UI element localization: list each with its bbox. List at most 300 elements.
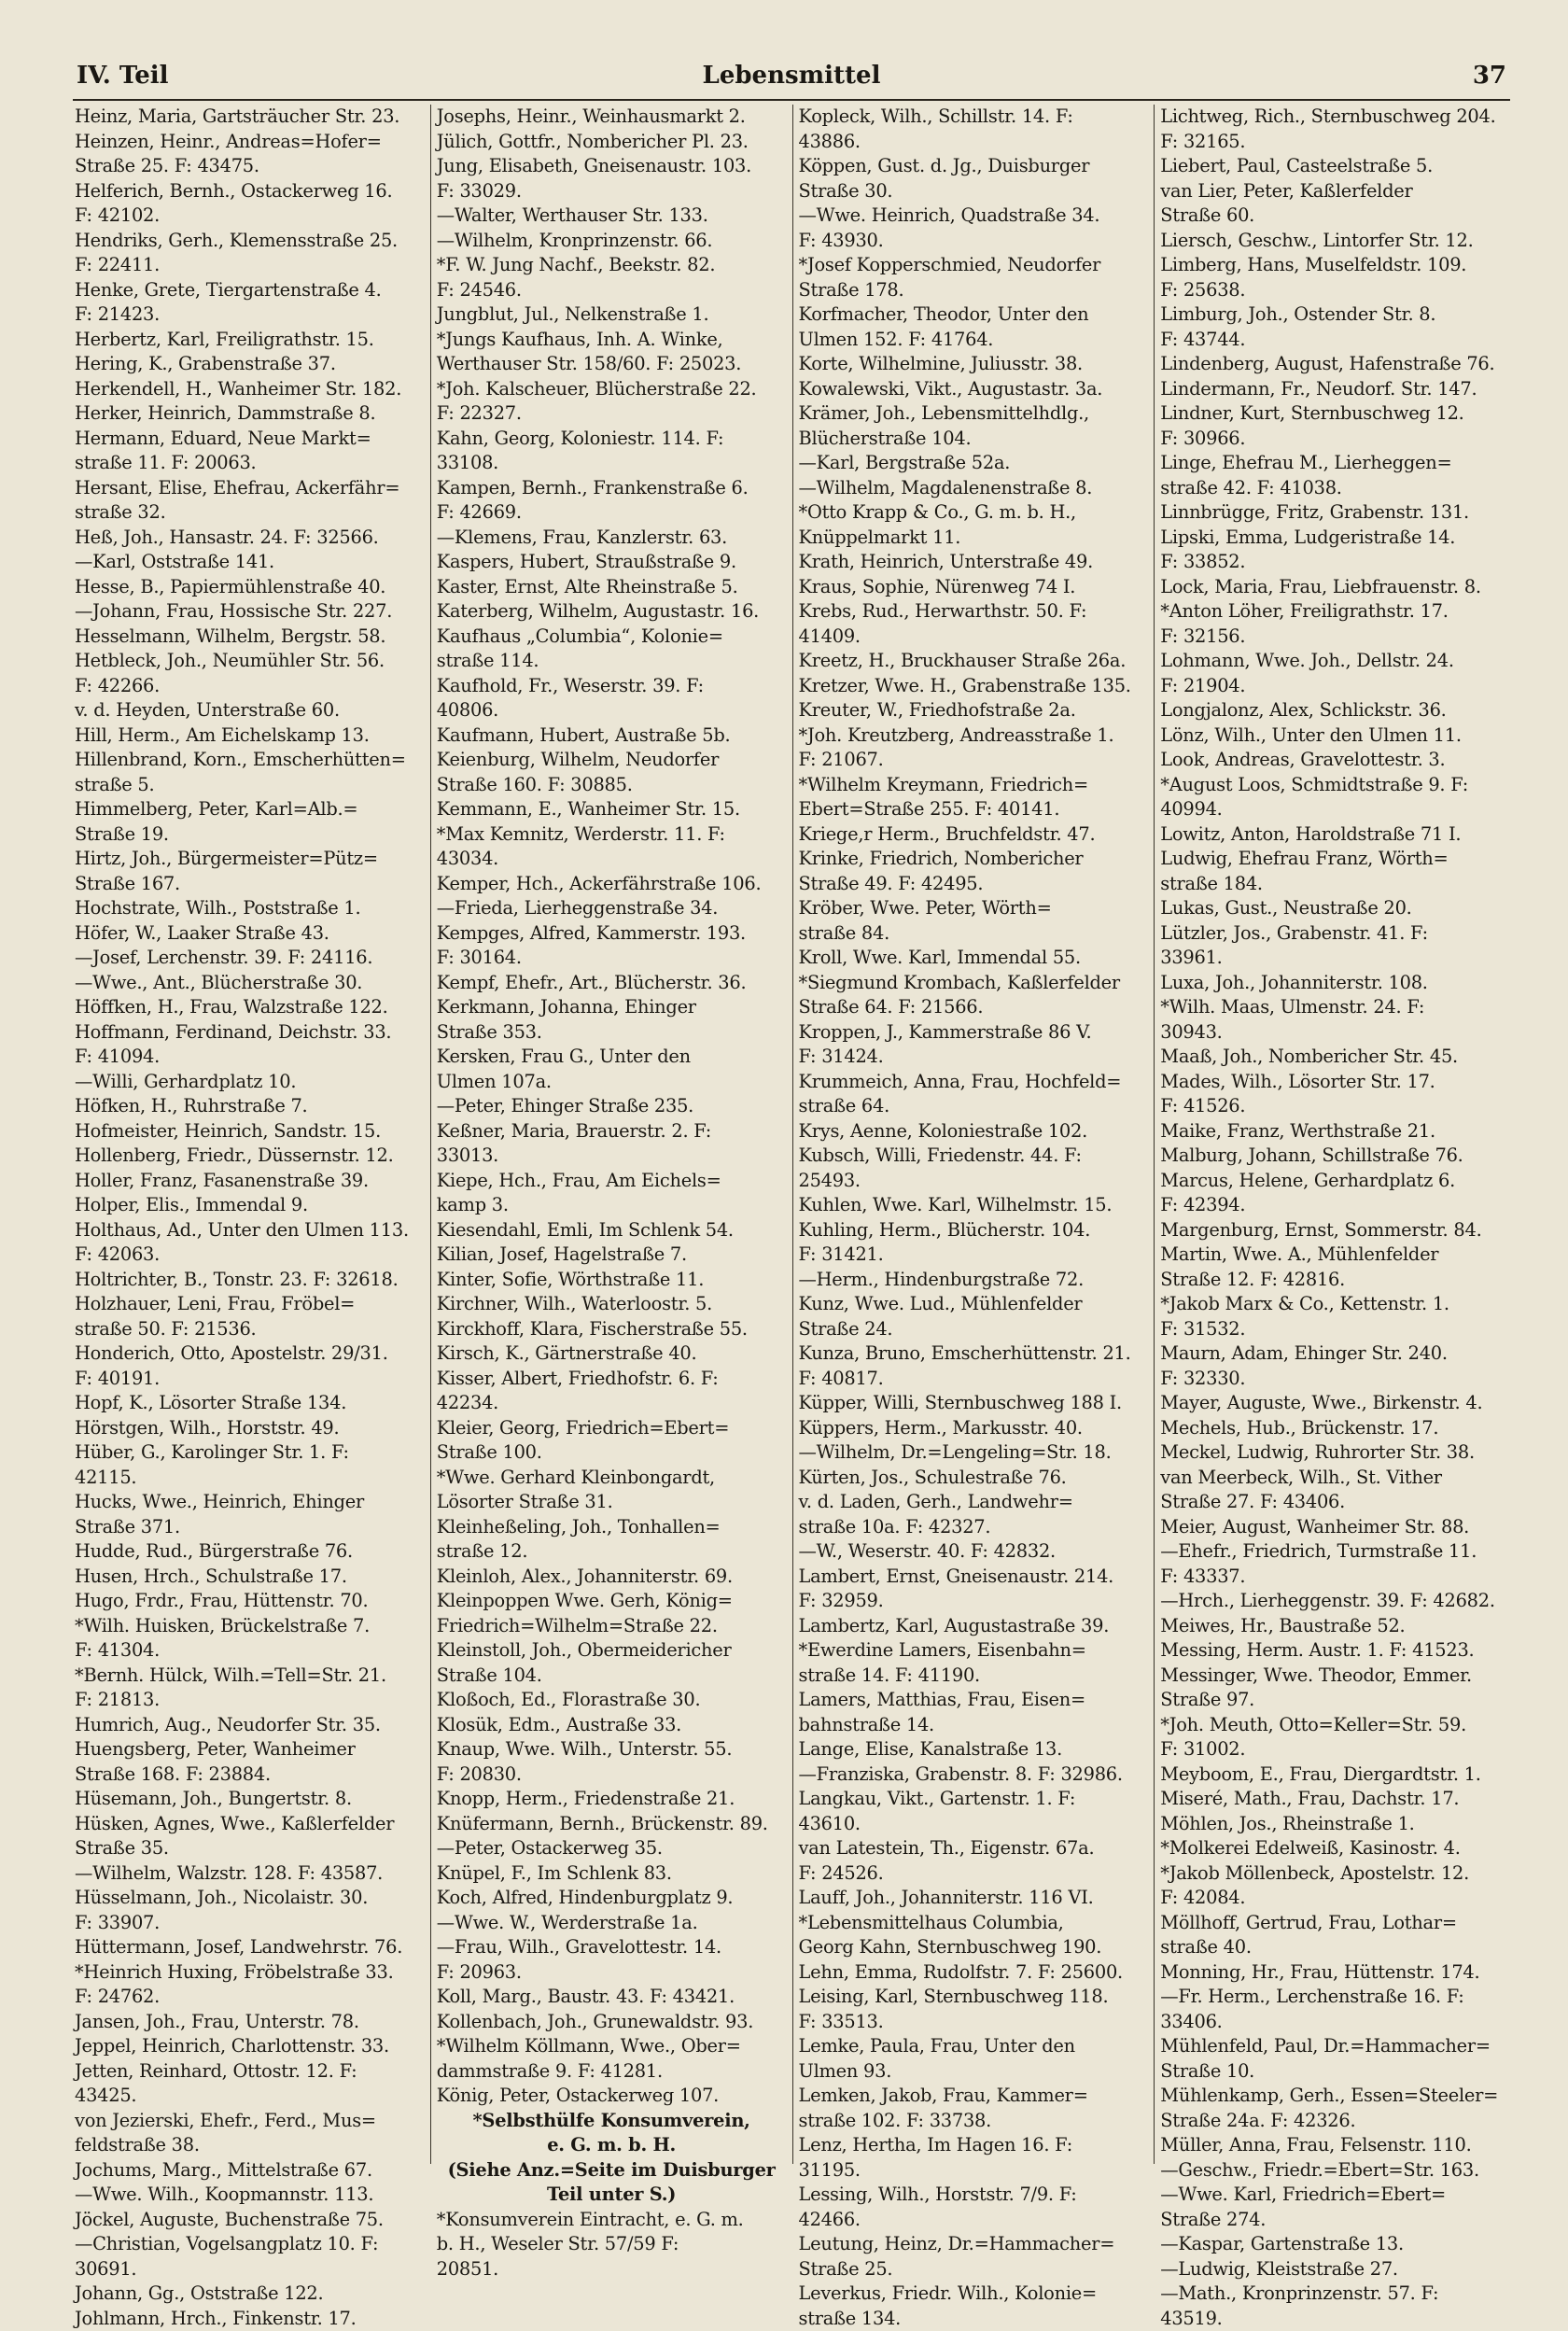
directory-entry-line: *Heinrich Huxing, Fröbelstraße 33.	[75, 1960, 425, 1986]
directory-entry-line: Lindermann, Fr., Neudorf. Str. 147.	[1160, 377, 1510, 402]
directory-entry-line: Hochstrate, Wilh., Poststraße 1.	[75, 896, 425, 921]
directory-entry-line: straße 64.	[799, 1094, 1149, 1119]
directory-entry-line: Krys, Aenne, Koloniestraße 102.	[799, 1119, 1149, 1144]
directory-entry-line: Malburg, Johann, Schillstraße 76.	[1160, 1144, 1510, 1169]
directory-entry-line: F: 41304.	[75, 1638, 425, 1664]
directory-column-2	[430, 105, 792, 2164]
directory-entry-line: Hörstgen, Wilh., Horststr. 49.	[75, 1416, 425, 1441]
directory-entry-line: Küpper, Willi, Sternbuschweg 188 I.	[799, 1391, 1149, 1416]
directory-entry-line: F: 33029.	[437, 179, 787, 204]
directory-entry-line: Longjalonz, Alex, Schlickstr. 36.	[1160, 698, 1510, 723]
directory-entry-line: Straße 12. F: 42816.	[1160, 1268, 1510, 1293]
directory-entry-line: Kiesendahl, Emli, Im Schlenk 54.	[437, 1218, 787, 1243]
directory-entry-line: Hoffmann, Ferdinand, Deichstr. 33.	[75, 1020, 425, 1046]
directory-entry-line: straße 11. F: 20063.	[75, 451, 425, 476]
directory-entry-line: Mayer, Auguste, Wwe., Birkenstr. 4.	[1160, 1391, 1510, 1416]
directory-entry-line: F: 21423.	[75, 302, 425, 328]
directory-entry-line: —Wwe., Ant., Blücherstraße 30.	[75, 971, 425, 996]
directory-entry-line: Kretzer, Wwe. H., Grabenstraße 135.	[799, 674, 1149, 699]
directory-entry-line: Honderich, Otto, Apostelstr. 29/31.	[75, 1341, 425, 1367]
directory-entry-line: Holthaus, Ad., Unter den Ulmen 113.	[75, 1218, 425, 1243]
directory-entry-line: Hüttermann, Josef, Landwehrstr. 76.	[75, 1935, 425, 1960]
directory-entry-line: Straße 64. F: 21566.	[799, 995, 1149, 1020]
directory-entry-line: —W., Weserstr. 40. F: 42832.	[799, 1539, 1149, 1565]
directory-entry-line: Lindenberg, August, Hafenstraße 76.	[1160, 352, 1510, 377]
directory-entry-line: Straße 35.	[75, 1836, 425, 1861]
directory-entry-line: Straße 25.	[799, 2257, 1149, 2282]
directory-entry-line: Herbertz, Karl, Freiligrathstr. 15.	[75, 328, 425, 353]
directory-entry-line: F: 42669.	[437, 500, 787, 526]
directory-entry-line: 41409.	[799, 625, 1149, 650]
directory-entry-line: Krämer, Joh., Lebensmittelhdlg.,	[799, 401, 1149, 427]
directory-entry-line: Höfken, H., Ruhrstraße 7.	[75, 1094, 425, 1119]
directory-entry-line: Lipski, Emma, Ludgeristraße 14.	[1160, 526, 1510, 551]
directory-entry-line: Jansen, Joh., Frau, Unterstr. 78.	[75, 2010, 425, 2035]
directory-entry-line: Kemper, Hch., Ackerfährstraße 106.	[437, 872, 787, 897]
directory-entry-line: Jeppel, Heinrich, Charlottenstr. 33.	[75, 2034, 425, 2059]
directory-entry-line: F: 33513.	[799, 2010, 1149, 2035]
directory-entry-line: Hofmeister, Heinrich, Sandstr. 15.	[75, 1119, 425, 1144]
directory-entry-line: Hudde, Rud., Bürgerstraße 76.	[75, 1539, 425, 1565]
directory-entry-line: Hering, K., Grabenstraße 37.	[75, 352, 425, 377]
directory-entry-line: —Wwe. Wilh., Koopmannstr. 113.	[75, 2183, 425, 2208]
directory-entry-line: Friedrich=Wilhelm=Straße 22.	[437, 1614, 787, 1639]
directory-entry-line: Straße 30.	[799, 179, 1149, 204]
directory-entry-line: Kaufhaus „Columbia“, Kolonie=	[437, 625, 787, 650]
directory-entry-line: *F. W. Jung Nachf., Beekstr. 82.	[437, 253, 787, 278]
directory-entry-line: Meiwes, Hr., Baustraße 52.	[1160, 1614, 1510, 1639]
directory-entry-line: Hetbleck, Joh., Neumühler Str. 56.	[75, 649, 425, 674]
directory-entry-line: —Hrch., Lierheggenstr. 39. F: 42682.	[1160, 1589, 1510, 1614]
directory-entry-line: Klosük, Edm., Austraße 33.	[437, 1713, 787, 1738]
directory-entry-line: Möhlen, Jos., Rheinstraße 1.	[1160, 1812, 1510, 1837]
directory-entry-line: —Wwe. W., Werderstraße 1a.	[437, 1911, 787, 1936]
directory-entry-line: Look, Andreas, Gravelottestr. 3.	[1160, 748, 1510, 773]
directory-entry-line: Straße 100.	[437, 1440, 787, 1466]
directory-entry-line: Straße 160. F: 30885.	[437, 773, 787, 798]
directory-entry-line: *Wilh. Huisken, Brückelstraße 7.	[75, 1614, 425, 1639]
directory-entry-line: *Joh. Kalscheuer, Blücherstraße 22.	[437, 377, 787, 402]
directory-entry-line: Holzhauer, Leni, Frau, Fröbel=	[75, 1292, 425, 1317]
directory-entry-line: Straße 178.	[799, 278, 1149, 303]
page-header	[73, 58, 1510, 101]
directory-entry-line: Lambert, Ernst, Gneisenaustr. 214.	[799, 1565, 1149, 1590]
directory-entry-line: Straße 24a. F: 42326.	[1160, 2109, 1510, 2134]
directory-entry-line: Blücherstraße 104.	[799, 427, 1149, 452]
directory-entry-line: Lessing, Wilh., Horststr. 7/9. F:	[799, 2183, 1149, 2208]
directory-entry-line: straße 114.	[437, 649, 787, 674]
directory-entry-line: Holler, Franz, Fasanenstraße 39.	[75, 1169, 425, 1194]
directory-entry-line: F: 21813.	[75, 1688, 425, 1713]
directory-entry-line: Kleier, Georg, Friedrich=Ebert=	[437, 1416, 787, 1441]
directory-entry-line: Hillenbrand, Korn., Emscherhütten=	[75, 748, 425, 773]
directory-entry-line: *Anton Löher, Freiligrathstr. 17.	[1160, 599, 1510, 625]
directory-entry-line: Kunz, Wwe. Lud., Mühlenfelder	[799, 1292, 1149, 1317]
directory-entry-line: Miseré, Math., Frau, Dachstr. 17.	[1160, 1787, 1510, 1812]
directory-entry-line: F: 20963.	[437, 1960, 787, 1986]
directory-entry-line: —Willi, Gerhardplatz 10.	[75, 1070, 425, 1095]
directory-entry-line: Leverkus, Friedr. Wilh., Kolonie=	[799, 2282, 1149, 2307]
directory-entry-line: —Ludwig, Kleiststraße 27.	[1160, 2257, 1510, 2282]
directory-entry-line: —Wilhelm, Dr.=Lengeling=Str. 18.	[799, 1440, 1149, 1466]
directory-entry-line: F: 24546.	[437, 278, 787, 303]
directory-entry-line: —Kaspar, Gartenstraße 13.	[1160, 2232, 1510, 2257]
directory-entry-line: F: 43930.	[799, 229, 1149, 254]
directory-entry-line: Hüsken, Agnes, Wwe., Kaßlerfelder	[75, 1812, 425, 1837]
directory-entry-line: Lock, Maria, Frau, Liebfrauenstr. 8.	[1160, 575, 1510, 600]
directory-entry-line: Hopf, K., Lösorter Straße 134.	[75, 1391, 425, 1416]
directory-entry-line: Heinzen, Heinr., Andreas=Hofer=	[75, 130, 425, 155]
directory-entry-line: —Klemens, Frau, Kanzlerstr. 63.	[437, 526, 787, 551]
directory-entry-line: —Herm., Hindenburgstraße 72.	[799, 1268, 1149, 1293]
directory-entry-line: Kiepe, Hch., Frau, Am Eichels=	[437, 1169, 787, 1194]
directory-entry-line: Kreuter, W., Friedhofstraße 2a.	[799, 698, 1149, 723]
directory-entry-line: Kubsch, Willi, Friedenstr. 44. F:	[799, 1144, 1149, 1169]
directory-entry-line: Straße 168. F: 23884.	[75, 1762, 425, 1788]
directory-entry-line: Margenburg, Ernst, Sommerstr. 84.	[1160, 1218, 1510, 1243]
directory-entry-line: Messinger, Wwe. Theodor, Emmer.	[1160, 1664, 1510, 1689]
directory-entry-line: *Wilhelm Kreymann, Friedrich=	[799, 773, 1149, 798]
directory-entry-line: Lukas, Gust., Neustraße 20.	[1160, 896, 1510, 921]
directory-entry-line: Kriege,r Herm., Bruchfeldstr. 47.	[799, 822, 1149, 848]
directory-entry-line: Heß, Joh., Hansastr. 24. F: 32566.	[75, 526, 425, 551]
directory-entry-line: 43519.	[1160, 2307, 1510, 2331]
directory-entry-line: Jungblut, Jul., Nelkenstraße 1.	[437, 302, 787, 328]
directory-entry-line: Straße 19.	[75, 822, 425, 848]
directory-entry-line: Kreetz, H., Bruckhauser Straße 26a.	[799, 649, 1149, 674]
directory-entry-line: Straße 104.	[437, 1664, 787, 1689]
directory-column-3	[792, 105, 1155, 2164]
directory-entry-line: *Konsumverein Eintracht, e. G. m.	[437, 2208, 787, 2233]
directory-entry-line: F: 20830.	[437, 1762, 787, 1788]
directory-entry-line: Höfer, W., Laaker Straße 43.	[75, 921, 425, 947]
directory-entry-line: Krinke, Friedrich, Nombericher	[799, 847, 1149, 872]
directory-entry-line: Hermann, Eduard, Neue Markt=	[75, 427, 425, 452]
directory-entry-line: —Franziska, Grabenstr. 8. F: 32986.	[799, 1762, 1149, 1788]
directory-entry-line: straße 50. F: 21536.	[75, 1317, 425, 1342]
directory-entry-line: 43425.	[75, 2084, 425, 2109]
directory-entry-line: Katerberg, Wilhelm, Augustastr. 16.	[437, 599, 787, 625]
directory-entry-line: Leising, Karl, Sternbuschweg 118.	[799, 1985, 1149, 2010]
directory-entry-line: Marcus, Helene, Gerhardplatz 6.	[1160, 1169, 1510, 1194]
directory-entry-line: Mechels, Hub., Brückenstr. 17.	[1160, 1416, 1510, 1441]
directory-entry-line: Langkau, Vikt., Gartenstr. 1. F:	[799, 1787, 1149, 1812]
directory-entry-line: Kemmann, E., Wanheimer Str. 15.	[437, 797, 787, 822]
directory-entry-line: Kersken, Frau G., Unter den	[437, 1045, 787, 1070]
directory-entry-line: Koll, Marg., Baustr. 43. F: 43421.	[437, 1985, 787, 2010]
directory-entry-line: —Frieda, Lierheggenstraße 34.	[437, 896, 787, 921]
directory-column-1	[69, 105, 430, 2164]
directory-entry-line: Krath, Heinrich, Unterstraße 49.	[799, 550, 1149, 575]
directory-entry-line: Straße 60.	[1160, 204, 1510, 229]
directory-entry-line: Knüfermann, Bernh., Brückenstr. 89.	[437, 1812, 787, 1837]
directory-entry-line: —Wilhelm, Kronprinzenstr. 66.	[437, 229, 787, 254]
directory-entry-line: Jöckel, Auguste, Buchenstraße 75.	[75, 2208, 425, 2233]
directory-entry-line: *Ewerdine Lamers, Eisenbahn=	[799, 1638, 1149, 1664]
directory-entry-line: 43610.	[799, 1812, 1149, 1837]
directory-entry-line: Hirtz, Joh., Bürgermeister=Pütz=	[75, 847, 425, 872]
directory-entry-line: Humrich, Aug., Neudorfer Str. 35.	[75, 1713, 425, 1738]
directory-entry-line: straße 40.	[1160, 1935, 1510, 1960]
directory-entry-line: Kleinstoll, Joh., Obermeidericher	[437, 1638, 787, 1664]
directory-entry-line: Kowalewski, Vikt., Augustastr. 3a.	[799, 377, 1149, 402]
directory-entry-line: 43886.	[799, 130, 1149, 155]
directory-entry-line: 33013.	[437, 1144, 787, 1169]
directory-entry-line: Küppers, Herm., Markusstr. 40.	[799, 1416, 1149, 1441]
directory-entry-line: Herkendell, H., Wanheimer Str. 182.	[75, 377, 425, 402]
directory-entry-line: —Josef, Lerchenstr. 39. F: 24116.	[75, 946, 425, 971]
directory-entry-line: —Math., Kronprinzenstr. 57. F:	[1160, 2282, 1510, 2307]
directory-entry-line: Husen, Hrch., Schulstraße 17.	[75, 1565, 425, 1590]
directory-entry-line: F: 40191.	[75, 1367, 425, 1392]
directory-entry-line: F: 30164.	[437, 946, 787, 971]
directory-entry-line: Mühlenkamp, Gerh., Essen=Steeler=	[1160, 2084, 1510, 2109]
directory-entry-line: F: 21904.	[1160, 674, 1510, 699]
directory-entry-line: Straße 24.	[799, 1317, 1149, 1342]
directory-entry-line: Georg Kahn, Sternbuschweg 190.	[799, 1935, 1149, 1960]
directory-entry-line: Heinz, Maria, Gartsträucher Str. 23.	[75, 105, 425, 130]
directory-entry-line: Henke, Grete, Tiergartenstraße 4.	[75, 278, 425, 303]
directory-entry-line: Jung, Elisabeth, Gneisenaustr. 103.	[437, 154, 787, 179]
directory-entry-line: *Joh. Kreutzberg, Andreasstraße 1.	[799, 723, 1149, 749]
directory-entry-line: F: 22411.	[75, 253, 425, 278]
directory-entry-line: F: 31532.	[1160, 1317, 1510, 1342]
directory-entry-line: 42466.	[799, 2208, 1149, 2233]
directory-entry-line: 31195.	[799, 2158, 1149, 2184]
directory-entry-line: F: 32959.	[799, 1589, 1149, 1614]
directory-entry-line: *Jakob Marx & Co., Kettenstr. 1.	[1160, 1292, 1510, 1317]
directory-entry-line: Straße 49. F: 42495.	[799, 872, 1149, 897]
directory-entry-line: Jülich, Gottfr., Nombericher Pl. 23.	[437, 130, 787, 155]
directory-entry-line: F: 41094.	[75, 1045, 425, 1070]
directory-entry-line: Kaspers, Hubert, Straußstraße 9.	[437, 550, 787, 575]
directory-entry-line: von Jezierski, Ehefr., Ferd., Mus=	[75, 2109, 425, 2134]
directory-entry-line: Himmelberg, Peter, Karl=Alb.=	[75, 797, 425, 822]
directory-entry-line: straße 84.	[799, 921, 1149, 947]
directory-entry-line: Kloßoch, Ed., Florastraße 30.	[437, 1688, 787, 1713]
directory-entry-line: Lemke, Paula, Frau, Unter den	[799, 2034, 1149, 2059]
directory-entry-line: Kirchner, Wilh., Waterloostr. 5.	[437, 1292, 787, 1317]
directory-entry-line: F: 43337.	[1160, 1565, 1510, 1590]
directory-entry-line: König, Peter, Ostackerweg 107.	[437, 2084, 787, 2109]
directory-entry-line: Lohmann, Wwe. Joh., Dellstr. 24.	[1160, 649, 1510, 674]
directory-entry-line: Kisser, Albert, Friedhofstr. 6. F:	[437, 1367, 787, 1392]
directory-entry-line: Kinter, Sofie, Wörthstraße 11.	[437, 1268, 787, 1293]
directory-entry-line: F: 43744.	[1160, 328, 1510, 353]
directory-entry-line: *Max Kemnitz, Werderstr. 11. F:	[437, 822, 787, 848]
directory-entry-line: *Wwe. Gerhard Kleinbongardt,	[437, 1466, 787, 1491]
directory-entry-line: straße 42. F: 41038.	[1160, 476, 1510, 501]
directory-entry-line: Lauff, Joh., Johanniterstr. 116 VI.	[799, 1886, 1149, 1911]
directory-entry-line: 43034.	[437, 847, 787, 872]
directory-entry-line: Kürten, Jos., Schulestraße 76.	[799, 1466, 1149, 1491]
section-label: IV. Teil	[77, 62, 169, 90]
directory-entry-line: Krebs, Rud., Herwarthstr. 50. F:	[799, 599, 1149, 625]
directory-entry-line: Messing, Herm. Austr. 1. F: 41523.	[1160, 1638, 1510, 1664]
directory-entry-line: —Wwe. Karl, Friedrich=Ebert=	[1160, 2183, 1510, 2208]
directory-entry-line: —Ehefr., Friedrich, Turmstraße 11.	[1160, 1539, 1510, 1565]
directory-entry-line: straße 184.	[1160, 872, 1510, 897]
directory-entry-line: Lemken, Jakob, Frau, Kammer=	[799, 2084, 1149, 2109]
directory-entry-line: Lehn, Emma, Rudolfstr. 7. F: 25600.	[799, 1960, 1149, 1986]
directory-entry-line: (Siehe Anz.=Seite im Duisburger	[437, 2158, 787, 2184]
directory-entry-line: Teil unter S.)	[437, 2183, 787, 2208]
directory-entry-line: F: 42084.	[1160, 1886, 1510, 1911]
directory-entry-line: Keßner, Maria, Brauerstr. 2. F:	[437, 1119, 787, 1144]
directory-entry-line: Mades, Wilh., Lösorter Str. 17.	[1160, 1070, 1510, 1095]
directory-entry-line: *Wilhelm Köllmann, Wwe., Ober=	[437, 2034, 787, 2059]
directory-entry-line: straße 5.	[75, 773, 425, 798]
directory-entry-line: Werthauser Str. 158/60. F: 25023.	[437, 352, 787, 377]
directory-entry-line: Kroll, Wwe. Karl, Immendal 55.	[799, 946, 1149, 971]
directory-entry-line: Straße 97.	[1160, 1688, 1510, 1713]
directory-entry-line: Kirckhoff, Klara, Fischerstraße 55.	[437, 1317, 787, 1342]
directory-entry-line: F: 33907.	[75, 1911, 425, 1936]
directory-entry-line: Kerkmann, Johanna, Ehinger	[437, 995, 787, 1020]
directory-entry-line: F: 30966.	[1160, 427, 1510, 452]
directory-entry-line: Hucks, Wwe., Heinrich, Ehinger	[75, 1490, 425, 1515]
directory-entry-line: straße 10a. F: 42327.	[799, 1515, 1149, 1540]
directory-entry-line: Kampen, Bernh., Frankenstraße 6.	[437, 476, 787, 501]
directory-entry-line: 42115.	[75, 1466, 425, 1491]
directory-entry-line: Knaup, Wwe. Wilh., Unterstr. 55.	[437, 1737, 787, 1762]
directory-entry-line: Straße 167.	[75, 872, 425, 897]
directory-entry-line: —Karl, Oststraße 141.	[75, 550, 425, 575]
directory-entry-line: Knopp, Herm., Friedenstraße 21.	[437, 1787, 787, 1812]
directory-entry-line: —Wilhelm, Magdalenenstraße 8.	[799, 476, 1149, 501]
directory-entry-line: Maurn, Adam, Ehinger Str. 240.	[1160, 1341, 1510, 1367]
directory-entry-line: *Lebensmittelhaus Columbia,	[799, 1911, 1149, 1936]
directory-entry-line: e. G. m. b. H.	[437, 2133, 787, 2158]
directory-entry-line: Linge, Ehefrau M., Lierheggen=	[1160, 451, 1510, 476]
directory-entry-line: Müller, Anna, Frau, Felsenstr. 110.	[1160, 2133, 1510, 2158]
directory-entry-line: Hüber, G., Karolinger Str. 1. F:	[75, 1440, 425, 1466]
directory-entry-line: Ludwig, Ehefrau Franz, Wörth=	[1160, 847, 1510, 872]
directory-entry-line: Helferich, Bernh., Ostackerweg 16.	[75, 179, 425, 204]
directory-entry-line: F: 21067.	[799, 748, 1149, 773]
directory-entry-line: Straße 27. F: 43406.	[1160, 1490, 1510, 1515]
directory-entry-line: —Wwe. Heinrich, Quadstraße 34.	[799, 204, 1149, 229]
directory-entry-line: Kaster, Ernst, Alte Rheinstraße 5.	[437, 575, 787, 600]
directory-entry-line: 30691.	[75, 2257, 425, 2282]
directory-entry-line: —Frau, Wilh., Gravelottestr. 14.	[437, 1935, 787, 1960]
directory-entry-line: Lange, Elise, Kanalstraße 13.	[799, 1737, 1149, 1762]
directory-entry-line: Straße 371.	[75, 1515, 425, 1540]
directory-entry-line: van Meerbeck, Wilh., St. Vither	[1160, 1466, 1510, 1491]
directory-entry-line: Josephs, Heinr., Weinhausmarkt 2.	[437, 105, 787, 130]
directory-entry-line: *Otto Krapp & Co., G. m. b. H.,	[799, 500, 1149, 526]
directory-entry-line: *Siegmund Krombach, Kaßlerfelder	[799, 971, 1149, 996]
directory-entry-line: Kröber, Wwe. Peter, Wörth=	[799, 896, 1149, 921]
directory-entry-line: F: 42266.	[75, 674, 425, 699]
directory-entry-line: Köppen, Gust. d. Jg., Duisburger	[799, 154, 1149, 179]
directory-entry-line: Johlmann, Hrch., Finkenstr. 17.	[75, 2307, 425, 2331]
directory-entry-line: v. d. Laden, Gerh., Landwehr=	[799, 1490, 1149, 1515]
directory-entry-line: Linnbrügge, Fritz, Grabenstr. 131.	[1160, 500, 1510, 526]
directory-entry-line: Ulmen 93.	[799, 2059, 1149, 2085]
directory-entry-line: Monning, Hr., Frau, Hüttenstr. 174.	[1160, 1960, 1510, 1986]
directory-entry-line: 33108.	[437, 451, 787, 476]
directory-entry-line: Hüsselmann, Joh., Nicolaistr. 30.	[75, 1886, 425, 1911]
directory-entry-line: Kirsch, K., Gärtnerstraße 40.	[437, 1341, 787, 1367]
directory-entry-line: Kleinpoppen Wwe. Gerh, König=	[437, 1589, 787, 1614]
page-title: Lebensmittel	[73, 62, 1510, 90]
directory-entry-line: Hesselmann, Wilhelm, Bergstr. 58.	[75, 625, 425, 650]
directory-entry-line: Kleinloh, Alex., Johanniterstr. 69.	[437, 1565, 787, 1590]
directory-entry-line: Kaufmann, Hubert, Austraße 5b.	[437, 723, 787, 749]
directory-entry-line: Korte, Wilhelmine, Juliusstr. 38.	[799, 352, 1149, 377]
directory-columns	[69, 105, 1516, 2164]
directory-entry-line: van Lier, Peter, Kaßlerfelder	[1160, 179, 1510, 204]
directory-entry-line: Hugo, Frdr., Frau, Hüttenstr. 70.	[75, 1589, 425, 1614]
directory-entry-line: Kunza, Bruno, Emscherhüttenstr. 21.	[799, 1341, 1149, 1367]
directory-entry-line: —Walter, Werthauser Str. 133.	[437, 204, 787, 229]
directory-entry-line: F: 24526.	[799, 1861, 1149, 1887]
directory-entry-line: Jochums, Marg., Mittelstraße 67.	[75, 2158, 425, 2184]
directory-entry-line: Keienburg, Wilhelm, Neudorfer	[437, 748, 787, 773]
directory-entry-line: Herker, Heinrich, Dammstraße 8.	[75, 401, 425, 427]
directory-entry-line: 33406.	[1160, 2010, 1510, 2035]
directory-entry-line: Kaufhold, Fr., Weserstr. 39. F:	[437, 674, 787, 699]
directory-entry-line: Kraus, Sophie, Nürenweg 74 I.	[799, 575, 1149, 600]
directory-entry-line: F: 32156.	[1160, 625, 1510, 650]
directory-entry-line: Kroppen, J., Kammerstraße 86 V.	[799, 1020, 1149, 1046]
directory-entry-line: van Latestein, Th., Eigenstr. 67a.	[799, 1836, 1149, 1861]
directory-entry-line: Kollenbach, Joh., Grunewaldstr. 93.	[437, 2010, 787, 2035]
directory-entry-line: bahnstraße 14.	[799, 1713, 1149, 1738]
directory-entry-line: *Selbsthülfe Konsumverein,	[437, 2109, 787, 2134]
directory-entry-line: b. H., Weseler Str. 57/59 F:	[437, 2232, 787, 2257]
directory-entry-line: Luxa, Joh., Johanniterstr. 108.	[1160, 971, 1510, 996]
directory-entry-line: Knüpel, F., Im Schlenk 83.	[437, 1861, 787, 1887]
directory-entry-line: straße 102. F: 33738.	[799, 2109, 1149, 2134]
directory-entry-line: Meckel, Ludwig, Ruhrorter Str. 38.	[1160, 1440, 1510, 1466]
directory-column-4	[1154, 105, 1516, 2164]
directory-entry-line: Lösorter Straße 31.	[437, 1490, 787, 1515]
directory-entry-line: 20851.	[437, 2257, 787, 2282]
directory-entry-line: Koch, Alfred, Hindenburgplatz 9.	[437, 1886, 787, 1911]
directory-entry-line: Martin, Wwe. A., Mühlenfelder	[1160, 1243, 1510, 1268]
directory-entry-line: Krummeich, Anna, Frau, Hochfeld=	[799, 1070, 1149, 1095]
directory-entry-line: *Joh. Meuth, Otto=Keller=Str. 59.	[1160, 1713, 1510, 1738]
directory-entry-line: Hesse, B., Papiermühlenstraße 40.	[75, 575, 425, 600]
directory-entry-line: F: 33852.	[1160, 550, 1510, 575]
directory-entry-line: Liebert, Paul, Casteelstraße 5.	[1160, 154, 1510, 179]
directory-entry-line: F: 24762.	[75, 1985, 425, 2010]
directory-entry-line: F: 31421.	[799, 1243, 1149, 1268]
directory-entry-line: Straße 353.	[437, 1020, 787, 1046]
directory-entry-line: F: 42394.	[1160, 1193, 1510, 1218]
directory-entry-line: Limburg, Joh., Ostender Str. 8.	[1160, 302, 1510, 328]
directory-entry-line: 40806.	[437, 698, 787, 723]
directory-entry-line: *Bernh. Hülck, Wilh.=Tell=Str. 21.	[75, 1664, 425, 1689]
directory-entry-line: Huengsberg, Peter, Wanheimer	[75, 1737, 425, 1762]
directory-entry-line: Hollenberg, Friedr., Düssernstr. 12.	[75, 1144, 425, 1169]
directory-entry-line: Kempf, Ehefr., Art., Blücherstr. 36.	[437, 971, 787, 996]
directory-entry-line: —Peter, Ehinger Straße 235.	[437, 1094, 787, 1119]
directory-entry-line: Lambertz, Karl, Augustastraße 39.	[799, 1614, 1149, 1639]
directory-entry-line: —Wilhelm, Walzstr. 128. F: 43587.	[75, 1861, 425, 1887]
directory-entry-line: —Christian, Vogelsangplatz 10. F:	[75, 2232, 425, 2257]
directory-entry-line: Kopleck, Wilh., Schillstr. 14. F:	[799, 105, 1149, 130]
directory-entry-line: Straße 25. F: 43475.	[75, 154, 425, 179]
directory-entry-line: *Wilh. Maas, Ulmenstr. 24. F:	[1160, 995, 1510, 1020]
directory-entry-line: Kuhlen, Wwe. Karl, Wilhelmstr. 15.	[799, 1193, 1149, 1218]
directory-entry-line: Höffken, H., Frau, Walzstraße 122.	[75, 995, 425, 1020]
directory-entry-line: *Molkerei Edelweiß, Kasinostr. 4.	[1160, 1836, 1510, 1861]
directory-entry-line: Holtrichter, B., Tonstr. 23. F: 32618.	[75, 1268, 425, 1293]
directory-entry-line: 42234.	[437, 1391, 787, 1416]
